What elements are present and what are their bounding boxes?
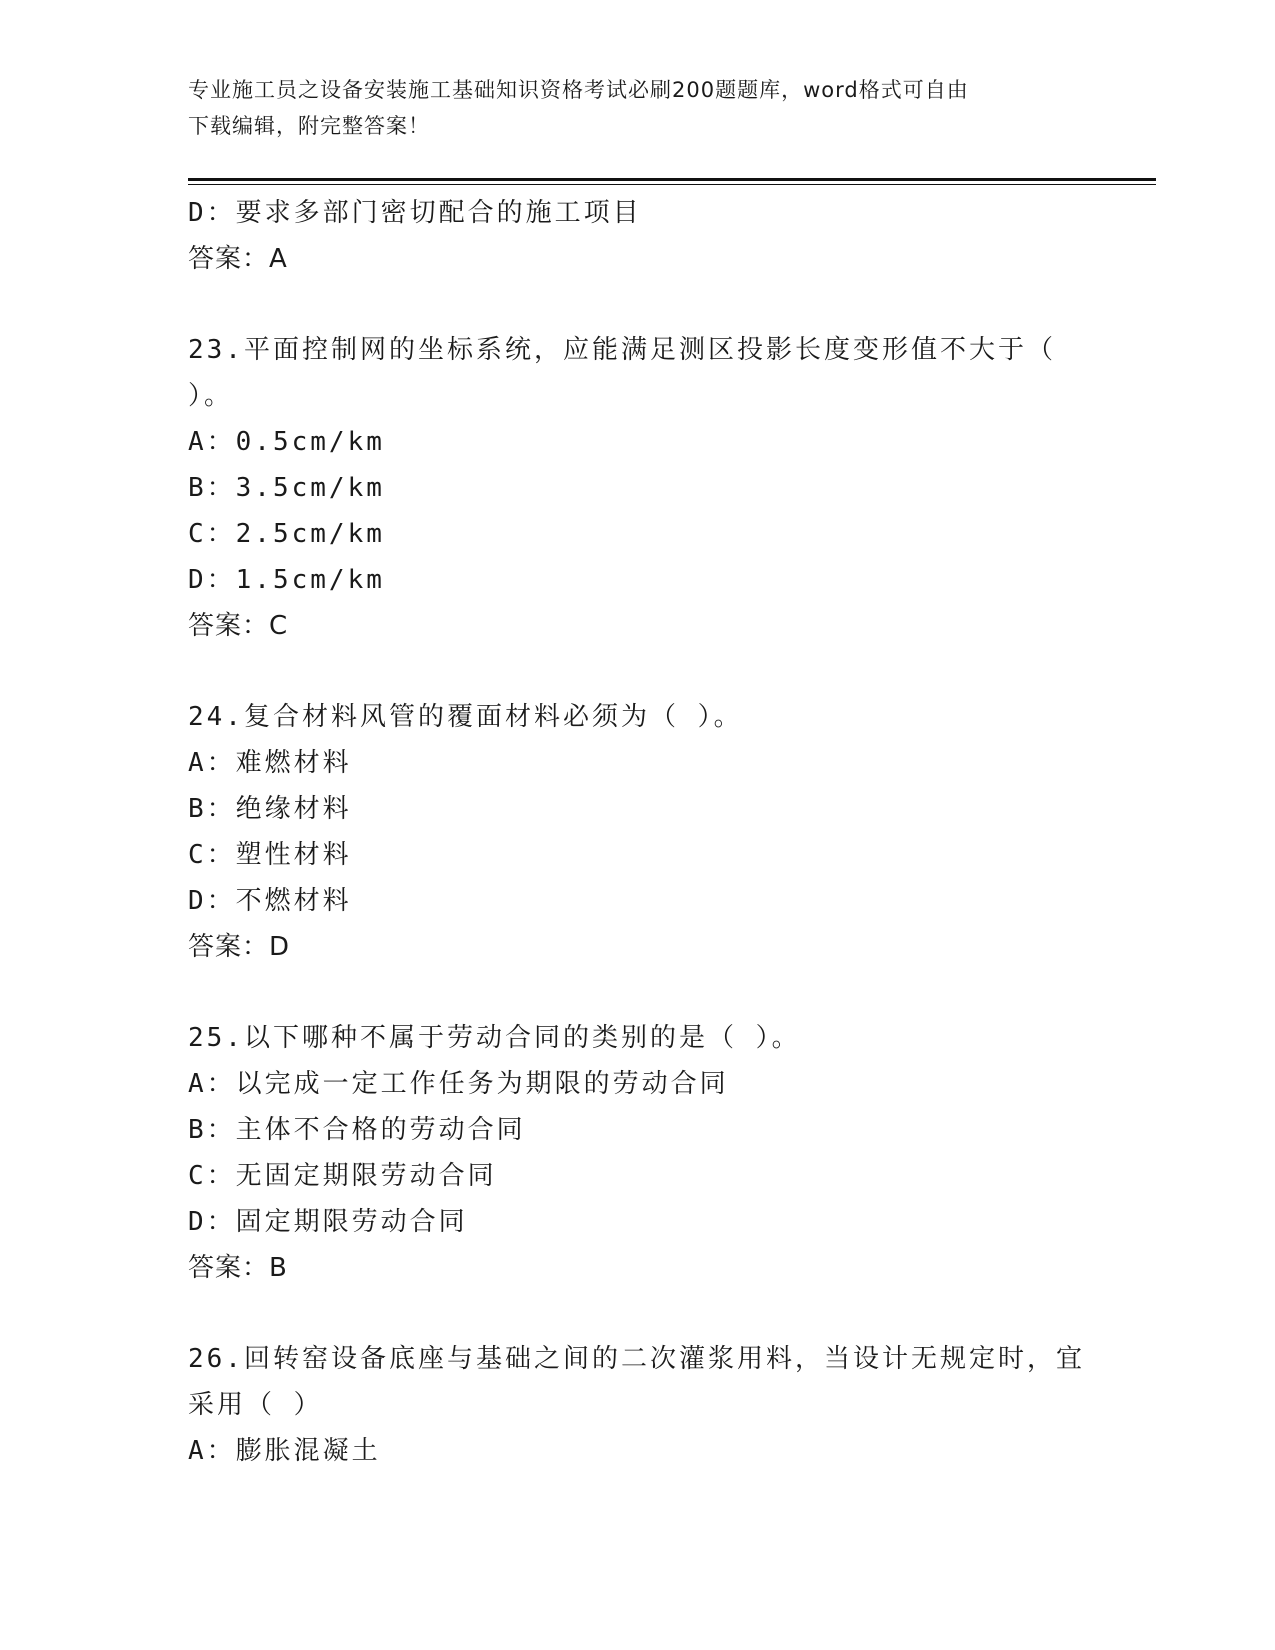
spacer bbox=[188, 970, 1088, 1015]
question-23 bbox=[188, 327, 1088, 649]
option-a: A：以完成一定工作任务为期限的劳动合同 bbox=[188, 1069, 729, 1099]
question-title: 24.复合材料风管的覆面材料必须为（ ）。 bbox=[188, 702, 743, 732]
answer: 答案：D bbox=[188, 932, 291, 962]
question-list bbox=[188, 190, 1088, 1474]
answer: 答案：B bbox=[188, 1253, 288, 1283]
option-b: B：主体不合格的劳动合同 bbox=[188, 1115, 526, 1145]
question-title-cont: 采用（ ） bbox=[188, 1390, 323, 1420]
option-c: C：2.5cm/km bbox=[188, 519, 385, 549]
question-title: 23.平面控制网的坐标系统，应能满足测区投影长度变形值不大于（ bbox=[188, 335, 1056, 365]
document-header bbox=[188, 72, 1088, 144]
question-24 bbox=[188, 694, 1088, 970]
spacer bbox=[188, 282, 1088, 327]
question-26 bbox=[188, 1336, 1088, 1474]
prev-answer: 答案：A bbox=[188, 244, 288, 274]
option-a: A：0.5cm/km bbox=[188, 427, 385, 457]
question-title: 25.以下哪种不属于劳动合同的类别的是（ ）。 bbox=[188, 1023, 801, 1053]
header-line-1: 专业施工员之设备安装施工基础知识资格考试必刷200题题库，word格式可自由 bbox=[188, 78, 969, 102]
header-line-2: 下载编辑，附完整答案！ bbox=[188, 114, 430, 138]
option-d: D：不燃材料 bbox=[188, 886, 352, 916]
option-b: B：3.5cm/km bbox=[188, 473, 385, 503]
answer: 答案：C bbox=[188, 611, 289, 641]
header-rule-thin bbox=[188, 184, 1156, 185]
header-rule-thick bbox=[188, 178, 1156, 181]
option-c: C：塑性材料 bbox=[188, 840, 352, 870]
question-title: 26.回转窑设备底座与基础之间的二次灌浆用料，当设计无规定时，宜 bbox=[188, 1344, 1085, 1374]
option-d: D：固定期限劳动合同 bbox=[188, 1207, 468, 1237]
option-a: A：膨胀混凝土 bbox=[188, 1436, 381, 1466]
spacer bbox=[188, 649, 1088, 694]
prev-option-d: D：要求多部门密切配合的施工项目 bbox=[188, 198, 642, 228]
option-d: D：1.5cm/km bbox=[188, 565, 385, 595]
option-c: C：无固定期限劳动合同 bbox=[188, 1161, 497, 1191]
question-25 bbox=[188, 1015, 1088, 1291]
option-b: B：绝缘材料 bbox=[188, 794, 352, 824]
question-title-cont: ）。 bbox=[188, 381, 234, 411]
option-a: A：难燃材料 bbox=[188, 748, 352, 778]
spacer bbox=[188, 1291, 1088, 1336]
